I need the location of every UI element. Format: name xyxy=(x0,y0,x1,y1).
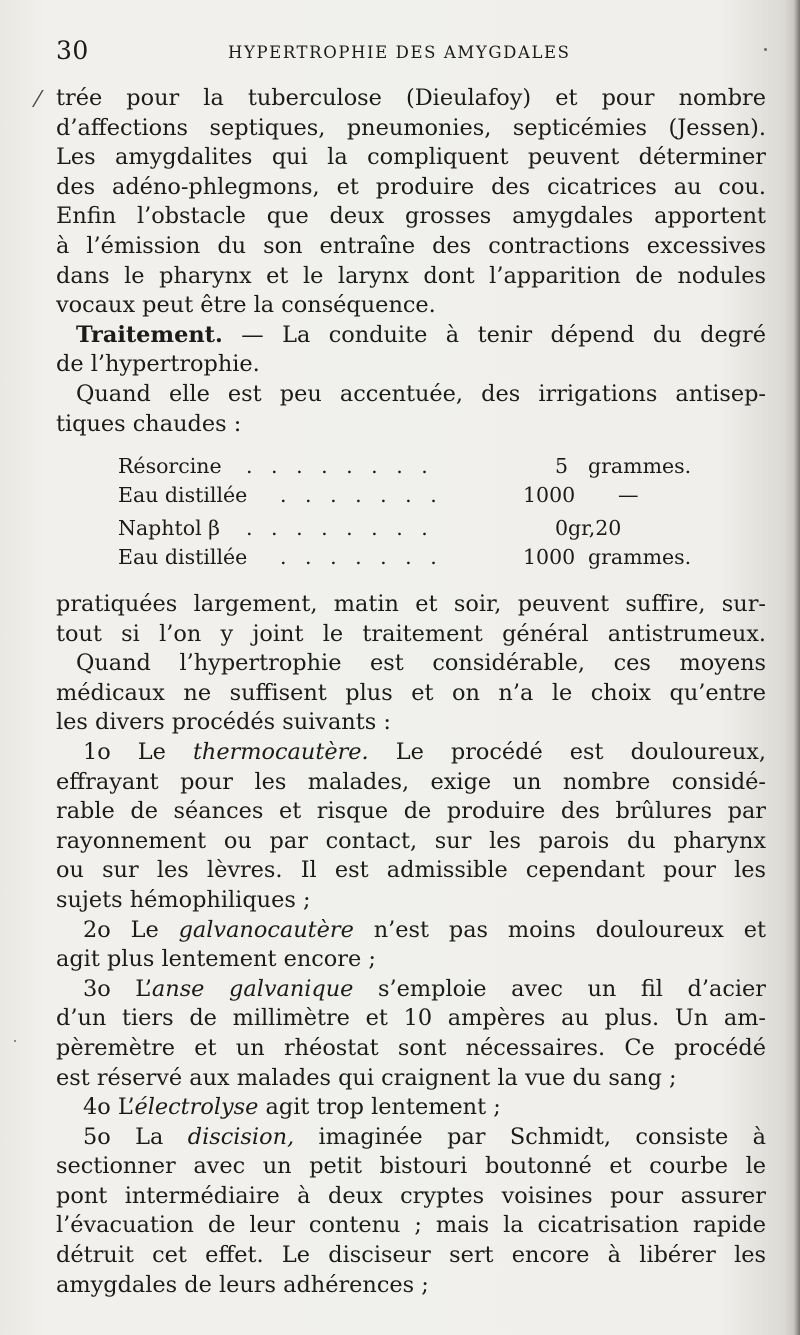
ingredient-quantity: 5 xyxy=(555,454,569,478)
text-line: tiques chaudes : xyxy=(56,410,242,437)
running-head: HYPERTROPHIE DES AMYGDALES xyxy=(228,43,571,62)
item-term: discision, xyxy=(187,1123,295,1150)
leader-dots: . . . . . . . . xyxy=(246,516,434,540)
item-number: 2o Le xyxy=(83,916,179,943)
prescription-formula-2 xyxy=(118,514,718,572)
text-line: tout si l’on y joint le traitement général antistrumeux. xyxy=(56,620,766,647)
list-item-4 xyxy=(56,1093,766,1123)
page-number: 30 xyxy=(56,36,89,65)
formula-row xyxy=(118,452,718,481)
ingredient-unit: — xyxy=(618,483,639,507)
body-text xyxy=(56,84,766,439)
text-line: pont intermédiaire à deux cryptes voisines pour assurer xyxy=(56,1182,766,1209)
item-number: 3o L’ xyxy=(83,975,152,1002)
section-heading: Traitement. xyxy=(76,321,223,348)
item-number: 4o L’ xyxy=(83,1094,135,1121)
traitement-heading-line xyxy=(56,321,766,351)
item-term: anse galvanique xyxy=(151,975,354,1002)
text-line: Les amygdalites qui la compliquent peuvent déterminer xyxy=(56,144,766,171)
leader-dots: . . . . . . . . xyxy=(246,454,434,478)
text-line: rable de séances et risque de produire des brûlures par xyxy=(56,798,766,825)
leader-dots: . . . . . . . xyxy=(280,545,443,569)
text-span: — La conduite à tenir dépend du degré xyxy=(222,321,766,348)
ingredient-name: Naphtol β xyxy=(118,516,220,540)
ink-speck xyxy=(14,1040,16,1042)
formula-row xyxy=(118,481,718,510)
ingredient-quantity: 1000 xyxy=(523,545,576,569)
text-line: à l’émission du son entraîne des contractions excessives xyxy=(56,232,766,259)
text-line: médicaux ne suffisent plus et on n’a le choix qu’entre xyxy=(56,679,766,706)
item-term: thermocautère. xyxy=(192,738,369,765)
ingredient-name: Eau distillée xyxy=(118,545,248,569)
text-line: Enfin l’obstacle que deux grosses amygdales apportent xyxy=(56,203,766,230)
text-line: pratiquées largement, matin et soir, peuvent suffire, sur- xyxy=(56,591,766,617)
prescription-formula-1 xyxy=(118,452,718,510)
item-number: 5o La xyxy=(83,1123,188,1150)
formula-row xyxy=(118,543,718,572)
ingredient-quantity: 1000 xyxy=(523,483,576,507)
text-line: agit plus lentement encore ; xyxy=(56,946,376,973)
text-span: s’emploie avec un fil d’acier xyxy=(353,975,766,1002)
leader-dots: . . . . . . . xyxy=(280,483,443,507)
text-line: trée pour la tuberculose (Dieulafoy) et pour nombre xyxy=(56,85,766,111)
text-line: pèremètre et un rhéostat sont nécessaires. Ce procédé xyxy=(56,1034,766,1061)
text-line: des adéno-phlegmons, et produire des cicatrices au cou. xyxy=(56,173,766,200)
text-line: Quand elle est peu accentuée, des irrigations antisep- xyxy=(76,380,766,407)
list-item-1 xyxy=(56,738,766,768)
item-term: électrolyse xyxy=(134,1094,259,1121)
text-span: imaginée par Schmidt, consiste à xyxy=(294,1123,766,1150)
text-line: rayonnement ou par contact, sur les parois du pharynx xyxy=(56,827,766,854)
text-line: est réservé aux malades qui craignent la vue du sang ; xyxy=(56,1064,677,1091)
text-line: vocaux peut être la conséquence. xyxy=(56,292,436,319)
text-line: ou sur les lèvres. Il est admissible cependant pour les xyxy=(56,857,766,884)
list-item-2 xyxy=(56,916,766,946)
text-line: amygdales de leurs adhérences ; xyxy=(56,1271,429,1298)
text-line: détruit cet effet. Le disciseur sert encore à libérer les xyxy=(56,1242,766,1269)
list-item-5 xyxy=(56,1123,766,1153)
text-line: d’un tiers de millimètre et 10 ampères au plus. Un am- xyxy=(56,1005,766,1032)
item-number: 1o Le xyxy=(83,738,193,765)
page-edge-shadow xyxy=(794,0,800,1335)
text-line: sujets hémophiliques ; xyxy=(56,886,311,913)
text-line: l’évacuation de leur contenu ; mais la cicatrisation rapide xyxy=(56,1212,766,1239)
ingredient-name: Eau distillée xyxy=(118,483,248,507)
text-line: de l’hypertrophie. xyxy=(56,351,260,378)
page-header xyxy=(56,36,766,66)
ingredient-unit: grammes. xyxy=(588,454,692,478)
text-line: dans le pharynx et le larynx dont l’apparition de nodules xyxy=(56,262,766,289)
text-line: effrayant pour les malades, exige un nombre considé- xyxy=(56,768,766,795)
text-span: agit trop lentement ; xyxy=(258,1094,501,1121)
text-span: Le procédé est douloureux, xyxy=(368,738,766,765)
ingredient-quantity: 0gr,20 xyxy=(555,516,622,540)
item-term: galvanocautère xyxy=(178,916,354,943)
text-line: Quand l’hypertrophie est considérable, ces moyens xyxy=(76,650,766,677)
list-item-3 xyxy=(56,975,766,1005)
body-text-continued xyxy=(56,590,766,1300)
ingredient-unit: grammes. xyxy=(588,545,692,569)
ingredient-name: Résorcine xyxy=(118,454,222,478)
text-line: d’affections septiques, pneumonies, septicémies (Jessen). xyxy=(56,114,766,141)
text-line: les divers procédés suivants : xyxy=(56,709,391,736)
pencil-mark-icon: ⁄ xyxy=(36,88,40,113)
text-span: n’est pas moins douloureux et xyxy=(353,916,766,943)
text-line: sectionner avec un petit bistouri boutonné et courbe le xyxy=(56,1153,766,1180)
formula-row xyxy=(118,514,718,543)
ink-speck xyxy=(764,48,767,51)
